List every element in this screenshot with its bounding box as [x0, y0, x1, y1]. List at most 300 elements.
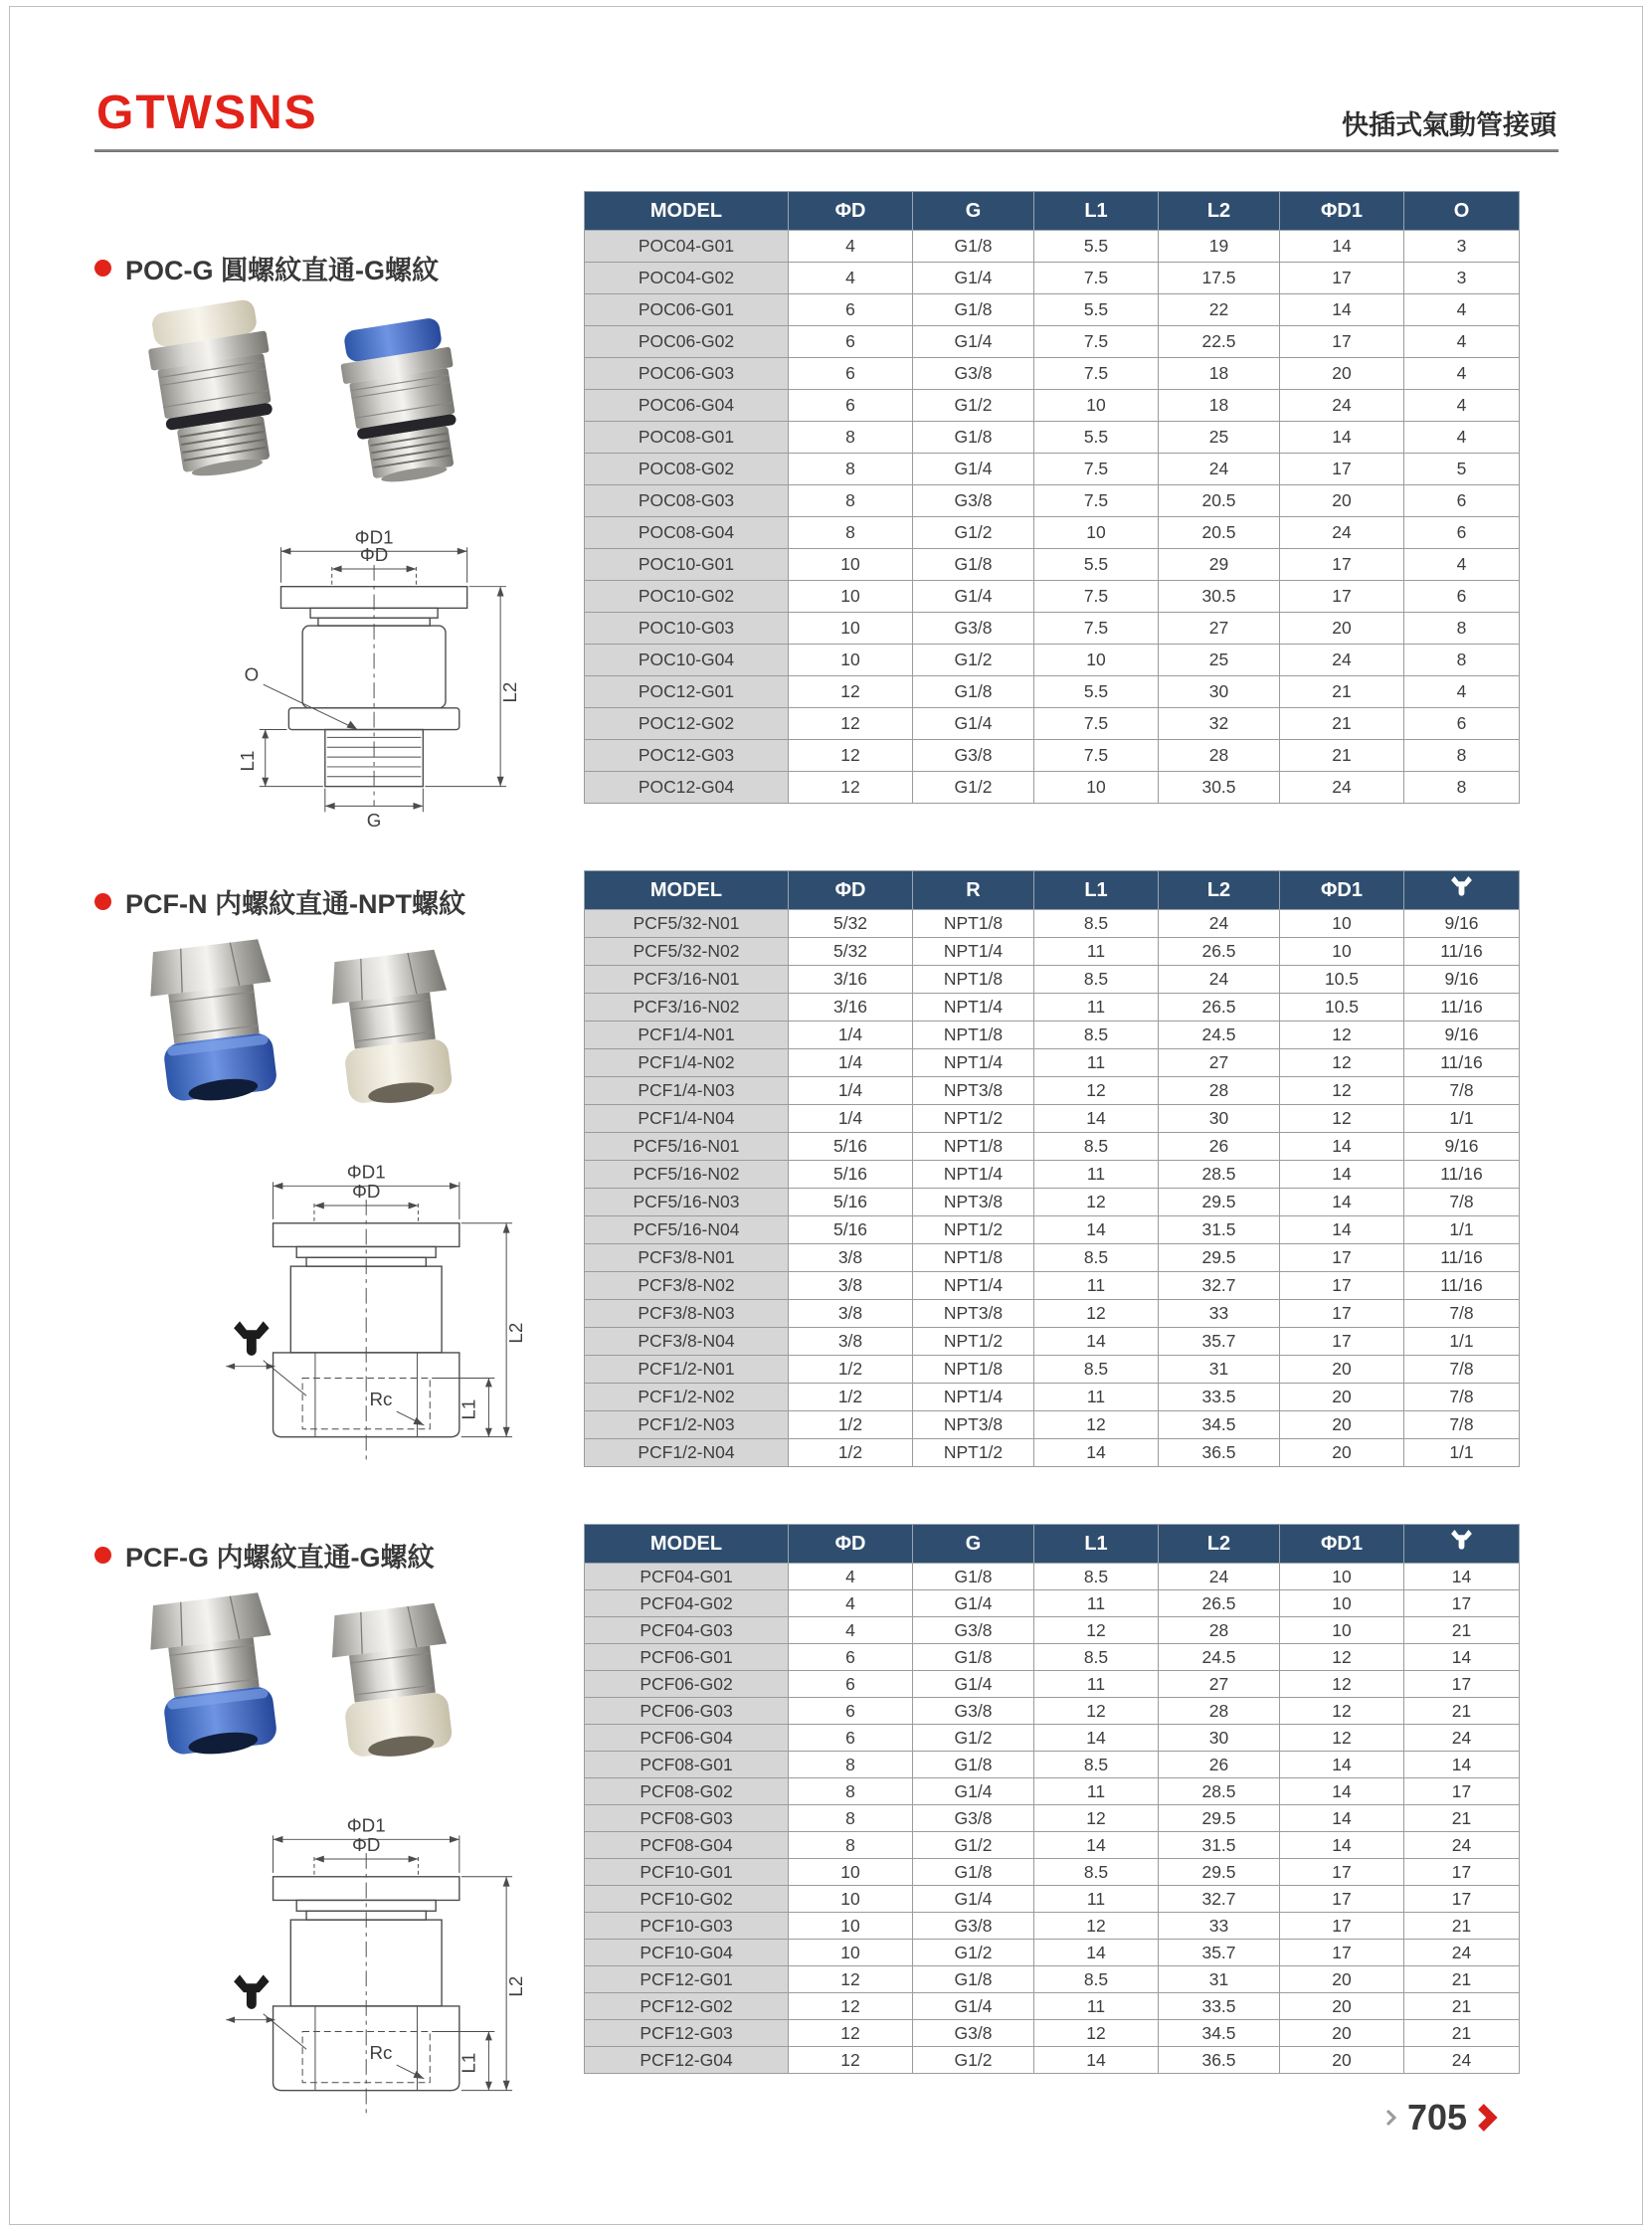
cell-value: 32	[1159, 708, 1280, 740]
cell-value: 8	[1404, 772, 1520, 804]
cell-value: NPT1/8	[913, 910, 1034, 938]
cell-value: G1/2	[913, 1940, 1034, 1966]
cell-value: 12	[1280, 1105, 1404, 1133]
cell-value: 12	[1034, 1189, 1159, 1216]
cell-value: 5/16	[789, 1216, 913, 1244]
cell-value: G1/2	[913, 2047, 1034, 2074]
cell-value: 14	[1404, 1564, 1520, 1590]
cell-value: 6	[789, 1671, 913, 1698]
section-right-column	[584, 1524, 1519, 2074]
cell-value: 20	[1280, 1411, 1404, 1439]
cell-value: 21	[1404, 1993, 1520, 2020]
dim-label: ΦD1	[354, 526, 394, 548]
cell-value: 10	[789, 1859, 913, 1886]
table-row	[585, 1913, 1520, 1940]
dim-label: L2	[498, 681, 520, 703]
cell-value: 8.5	[1034, 1644, 1159, 1671]
cell-value: 11	[1034, 1161, 1159, 1189]
table-row	[585, 1590, 1520, 1617]
cell-value: 20	[1280, 1439, 1404, 1467]
cell-value: 12	[1034, 1805, 1159, 1832]
cell-value: 14	[1280, 1752, 1404, 1778]
cell-value: G1/4	[913, 1778, 1034, 1805]
cell-value: G1/8	[913, 676, 1034, 708]
cell-value: 6	[789, 1698, 913, 1725]
cell-value: 8.5	[1034, 910, 1159, 938]
cell-model: PCF1/4-N02	[585, 1049, 789, 1077]
cell-value: 11	[1034, 994, 1159, 1022]
table-row	[585, 517, 1520, 549]
cell-value: 11	[1034, 1049, 1159, 1077]
cell-value: 24	[1280, 772, 1404, 804]
column-header: L2	[1159, 871, 1280, 910]
wrench-icon	[234, 1974, 269, 2009]
cell-value: 7.5	[1034, 740, 1159, 772]
table-row	[585, 1384, 1520, 1411]
cell-value: 8.5	[1034, 1859, 1159, 1886]
cell-value: 27	[1159, 1049, 1280, 1077]
dimension-diagram-pcf-n	[210, 1139, 548, 1482]
cell-value: 7/8	[1404, 1189, 1520, 1216]
cell-value: 32.7	[1159, 1272, 1280, 1300]
cell-value: 8.5	[1034, 1752, 1159, 1778]
cell-value: G1/8	[913, 422, 1034, 454]
cell-value: G3/8	[913, 1617, 1034, 1644]
table-row	[585, 1778, 1520, 1805]
red-bullet-icon	[94, 260, 111, 277]
cell-value: 12	[789, 740, 913, 772]
cell-value: G3/8	[913, 358, 1034, 390]
cell-value: 9/16	[1404, 910, 1520, 938]
cell-value: 12	[1280, 1698, 1404, 1725]
section-title-text: POC-G 圓螺紋直通-G螺紋	[125, 256, 439, 285]
cell-value: G1/4	[913, 1886, 1034, 1913]
cell-value: 21	[1404, 1698, 1520, 1725]
table-row	[585, 1161, 1520, 1189]
cell-value: 11	[1034, 1886, 1159, 1913]
dim-label: L1	[458, 2052, 479, 2074]
cell-model: PCF12-G03	[585, 2020, 789, 2047]
cell-value: 33.5	[1159, 1993, 1280, 2020]
column-header: R	[913, 871, 1034, 910]
cell-model: POC08-G02	[585, 454, 789, 485]
cell-model: PCF5/16-N02	[585, 1161, 789, 1189]
cell-value: 10	[789, 549, 913, 581]
cell-value: 30	[1159, 1725, 1280, 1752]
table-row	[585, 422, 1520, 454]
cell-value: 10	[1034, 517, 1159, 549]
cell-value: 24	[1404, 1940, 1520, 1966]
cell-model: PCF1/4-N01	[585, 1022, 789, 1049]
cell-value: 1/4	[789, 1077, 913, 1105]
cell-value: 31	[1159, 1966, 1280, 1993]
cell-value: 4	[789, 231, 913, 263]
cell-value: 14	[1280, 1778, 1404, 1805]
cell-model: POC12-G03	[585, 740, 789, 772]
cell-value: 7/8	[1404, 1077, 1520, 1105]
cell-model: POC08-G03	[585, 485, 789, 517]
cell-value: 28	[1159, 1698, 1280, 1725]
cell-value: 20	[1280, 1966, 1404, 1993]
cell-value: 12	[789, 2020, 913, 2047]
cell-value: 12	[1280, 1671, 1404, 1698]
cell-value: 20	[1280, 1993, 1404, 2020]
cell-value: 7.5	[1034, 708, 1159, 740]
cell-value: NPT1/2	[913, 1439, 1034, 1467]
cell-value: 11/16	[1404, 938, 1520, 966]
cell-value: 8	[789, 1778, 913, 1805]
table-row	[585, 1272, 1520, 1300]
cell-value: 29.5	[1159, 1244, 1280, 1272]
cell-value: 20	[1280, 358, 1404, 390]
cell-model: POC12-G01	[585, 676, 789, 708]
cell-value: 17	[1280, 1886, 1404, 1913]
cell-value: 17	[1280, 581, 1404, 613]
cell-value: NPT1/4	[913, 1272, 1034, 1300]
cell-value: 24	[1404, 1725, 1520, 1752]
cell-value: 10	[1280, 1564, 1404, 1590]
cell-value: 3/8	[789, 1328, 913, 1356]
cell-value: 14	[1280, 294, 1404, 326]
cell-value: 33.5	[1159, 1384, 1280, 1411]
cell-value: 30.5	[1159, 581, 1280, 613]
red-bullet-icon	[94, 1547, 111, 1564]
cell-value: 29.5	[1159, 1189, 1280, 1216]
cell-value: 34.5	[1159, 1411, 1280, 1439]
cell-model: POC06-G03	[585, 358, 789, 390]
cell-model: POC10-G02	[585, 581, 789, 613]
cell-value: 12	[1280, 1049, 1404, 1077]
cell-value: 17	[1280, 1244, 1404, 1272]
cell-model: POC06-G04	[585, 390, 789, 422]
cell-value: 10	[1034, 645, 1159, 676]
table-row	[585, 676, 1520, 708]
cell-value: 27	[1159, 613, 1280, 645]
dim-label: G	[366, 810, 382, 829]
table-row	[585, 1671, 1520, 1698]
table-row	[585, 1049, 1520, 1077]
cell-value: 6	[1404, 485, 1520, 517]
column-header: O	[1404, 192, 1520, 231]
column-header: ΦD	[789, 192, 913, 231]
cell-value: 24	[1159, 966, 1280, 994]
cell-value: G3/8	[913, 1913, 1034, 1940]
cell-value: 1/4	[789, 1049, 913, 1077]
cell-value: 3	[1404, 231, 1520, 263]
cell-value: 31.5	[1159, 1832, 1280, 1859]
cell-value: 26.5	[1159, 938, 1280, 966]
cell-value: 5.5	[1034, 549, 1159, 581]
cell-value: 10	[1280, 1590, 1404, 1617]
cell-value: 12	[789, 1966, 913, 1993]
table-row	[585, 1133, 1520, 1161]
table-row	[585, 2047, 1520, 2074]
cell-value: 8.5	[1034, 1022, 1159, 1049]
cell-model: PCF04-G01	[585, 1564, 789, 1590]
table-row	[585, 1617, 1520, 1644]
cell-value: 7.5	[1034, 485, 1159, 517]
cell-value: 28	[1159, 1077, 1280, 1105]
cell-model: PCF06-G03	[585, 1698, 789, 1725]
cell-value: 6	[789, 1725, 913, 1752]
cell-value: 10.5	[1280, 994, 1404, 1022]
cell-model: PCF10-G02	[585, 1886, 789, 1913]
product-photo-pcf-g	[100, 1584, 498, 1788]
cell-value: 4	[789, 263, 913, 294]
cell-value: 17	[1280, 326, 1404, 358]
cell-value: 5.5	[1034, 676, 1159, 708]
dim-label: L1	[458, 1398, 479, 1420]
red-bullet-icon	[94, 893, 111, 910]
cell-value: 11/16	[1404, 1049, 1520, 1077]
cell-value: 10	[1280, 1617, 1404, 1644]
cell-value: 14	[1280, 422, 1404, 454]
cell-model: POC06-G01	[585, 294, 789, 326]
cell-value: 17	[1280, 263, 1404, 294]
page-header	[94, 0, 1559, 155]
table-row	[585, 1439, 1520, 1467]
cell-model: PCF5/32-N02	[585, 938, 789, 966]
wrench-icon	[1451, 876, 1472, 898]
cell-value: 17	[1280, 1940, 1404, 1966]
cell-model: PCF10-G04	[585, 1940, 789, 1966]
cell-value: NPT1/8	[913, 1244, 1034, 1272]
cell-value: G3/8	[913, 485, 1034, 517]
cell-value: 8	[789, 1752, 913, 1778]
cell-value: NPT1/4	[913, 1161, 1034, 1189]
cell-model: PCF04-G02	[585, 1590, 789, 1617]
product-photo-pcf-n	[100, 931, 498, 1135]
cell-value: 10	[789, 1886, 913, 1913]
cell-value: 10	[789, 1913, 913, 1940]
cell-value: G1/4	[913, 581, 1034, 613]
cell-value: 3/16	[789, 994, 913, 1022]
cell-value: 7.5	[1034, 454, 1159, 485]
cell-model: PCF1/2-N03	[585, 1411, 789, 1439]
cell-value: 9/16	[1404, 1022, 1520, 1049]
cell-value: 12	[1034, 1300, 1159, 1328]
cell-value: 19	[1159, 231, 1280, 263]
table-row	[585, 1328, 1520, 1356]
cell-value: 4	[1404, 326, 1520, 358]
cell-value: 11	[1034, 1384, 1159, 1411]
cell-value: G1/8	[913, 1644, 1034, 1671]
table-row	[585, 1805, 1520, 1832]
cell-value: 21	[1404, 2020, 1520, 2047]
dim-label: Rc	[369, 2042, 393, 2064]
column-header: ΦD1	[1280, 1525, 1404, 1564]
cell-value: 25	[1159, 422, 1280, 454]
cell-value: 20	[1280, 2020, 1404, 2047]
cell-model: POC04-G01	[585, 231, 789, 263]
cell-model: PCF5/16-N01	[585, 1133, 789, 1161]
cell-value: 5/16	[789, 1161, 913, 1189]
cell-model: PCF5/32-N01	[585, 910, 789, 938]
section-left-column	[94, 191, 584, 829]
cell-model: PCF1/4-N03	[585, 1077, 789, 1105]
table-row	[585, 1725, 1520, 1752]
table-row	[585, 1077, 1520, 1105]
cell-value: 12	[1280, 1725, 1404, 1752]
cell-value: 1/2	[789, 1356, 913, 1384]
cell-value: NPT1/8	[913, 1133, 1034, 1161]
cell-value: 28	[1159, 1617, 1280, 1644]
cell-model: PCF12-G02	[585, 1993, 789, 2020]
table-row	[585, 1940, 1520, 1966]
table-row	[585, 390, 1520, 422]
cell-value: NPT3/8	[913, 1411, 1034, 1439]
table-row	[585, 454, 1520, 485]
table-row	[585, 1859, 1520, 1886]
cell-value: G1/8	[913, 549, 1034, 581]
column-header: ΦD	[789, 871, 913, 910]
cell-value: G1/8	[913, 231, 1034, 263]
table-row	[585, 772, 1520, 804]
cell-value: 21	[1404, 1913, 1520, 1940]
section-pcf-n	[94, 870, 1559, 1482]
cell-value: 4	[1404, 676, 1520, 708]
column-header: L1	[1034, 871, 1159, 910]
cell-value: NPT1/8	[913, 1022, 1034, 1049]
cell-value: 17	[1404, 1590, 1520, 1617]
cell-value: 30.5	[1159, 772, 1280, 804]
cell-value: 8	[789, 1805, 913, 1832]
cell-value: 1/2	[789, 1384, 913, 1411]
cell-value: G3/8	[913, 740, 1034, 772]
table-row	[585, 910, 1520, 938]
cell-value: 11/16	[1404, 1272, 1520, 1300]
table-row	[585, 326, 1520, 358]
cell-value: 14	[1034, 1832, 1159, 1859]
column-header: G	[913, 1525, 1034, 1564]
cell-value: 28.5	[1159, 1161, 1280, 1189]
cell-value: 7/8	[1404, 1356, 1520, 1384]
table-row	[585, 231, 1520, 263]
cell-model: PCF3/16-N01	[585, 966, 789, 994]
cell-model: PCF08-G03	[585, 1805, 789, 1832]
cell-value: 7.5	[1034, 263, 1159, 294]
cell-value: 10	[1280, 938, 1404, 966]
table-row	[585, 1022, 1520, 1049]
cell-value: 7/8	[1404, 1300, 1520, 1328]
section-pcf-g	[94, 1524, 1559, 2136]
table-row	[585, 358, 1520, 390]
section-title	[94, 1524, 584, 1575]
cell-value: 17	[1280, 1859, 1404, 1886]
table-row	[585, 740, 1520, 772]
cell-value: 33	[1159, 1300, 1280, 1328]
cell-value: 1/2	[789, 1439, 913, 1467]
cell-value: 14	[1034, 1105, 1159, 1133]
cell-model: POC08-G01	[585, 422, 789, 454]
cell-value: 17	[1404, 1671, 1520, 1698]
cell-value: 12	[789, 2047, 913, 2074]
cell-value: 5/16	[789, 1133, 913, 1161]
column-header: L1	[1034, 1525, 1159, 1564]
cell-value: 8.5	[1034, 1966, 1159, 1993]
page-category-title: 快插式氣動管接頭	[1342, 110, 1557, 140]
cell-value: 3/8	[789, 1244, 913, 1272]
cell-value: 18	[1159, 358, 1280, 390]
cell-value: 8	[789, 454, 913, 485]
cell-model: POC10-G01	[585, 549, 789, 581]
table-row	[585, 1644, 1520, 1671]
table-row	[585, 1105, 1520, 1133]
cell-value: 11	[1034, 1590, 1159, 1617]
table-row	[585, 1300, 1520, 1328]
wrench-column-header	[1404, 1525, 1520, 1564]
cell-value: 4	[789, 1564, 913, 1590]
cell-value: 28.5	[1159, 1778, 1280, 1805]
cell-value: 20.5	[1159, 485, 1280, 517]
section-right-column	[584, 191, 1519, 804]
cell-value: 17	[1280, 454, 1404, 485]
column-header: MODEL	[585, 1525, 789, 1564]
cell-value: 20	[1280, 1384, 1404, 1411]
cell-value: 12	[789, 708, 913, 740]
cell-value: 14	[1280, 1832, 1404, 1859]
cell-value: 17	[1280, 1328, 1404, 1356]
cell-model: POC08-G04	[585, 517, 789, 549]
cell-value: G1/4	[913, 1590, 1034, 1617]
cell-value: 1/4	[789, 1105, 913, 1133]
cell-value: 29.5	[1159, 1805, 1280, 1832]
cell-value: 11/16	[1404, 1161, 1520, 1189]
cell-value: 3/8	[789, 1272, 913, 1300]
cell-value: 11/16	[1404, 994, 1520, 1022]
wrench-column-header	[1404, 871, 1520, 910]
cell-value: 12	[1034, 1077, 1159, 1105]
table-row	[585, 1698, 1520, 1725]
section-right-column	[584, 870, 1519, 1467]
cell-value: 10	[789, 1940, 913, 1966]
cell-value: 17	[1404, 1778, 1520, 1805]
cell-value: 4	[1404, 294, 1520, 326]
cell-value: 6	[789, 294, 913, 326]
cell-value: G1/2	[913, 645, 1034, 676]
cell-value: 9/16	[1404, 1133, 1520, 1161]
cell-value: 36.5	[1159, 2047, 1280, 2074]
cell-value: 8.5	[1034, 1133, 1159, 1161]
cell-model: POC10-G03	[585, 613, 789, 645]
cell-value: 24	[1159, 454, 1280, 485]
cell-model: PCF3/8-N04	[585, 1328, 789, 1356]
cell-value: NPT3/8	[913, 1189, 1034, 1216]
cell-value: G1/4	[913, 326, 1034, 358]
cell-value: 21	[1280, 708, 1404, 740]
header-rule	[94, 149, 1559, 152]
page-number	[1384, 2097, 1498, 2138]
brand-logo: GTWSNS	[96, 87, 318, 139]
cell-value: 1/1	[1404, 1105, 1520, 1133]
table-row	[585, 1993, 1520, 2020]
cell-value: 11	[1034, 1272, 1159, 1300]
cell-value: NPT1/8	[913, 1356, 1034, 1384]
cell-model: PCF1/2-N01	[585, 1356, 789, 1384]
cell-value: 4	[789, 1590, 913, 1617]
dimension-diagram-pcf-g	[210, 1792, 548, 2136]
cell-value: 6	[789, 1644, 913, 1671]
column-header: MODEL	[585, 871, 789, 910]
dim-label: ΦD	[351, 1834, 381, 1856]
cell-value: NPT1/4	[913, 994, 1034, 1022]
cell-value: 14	[1404, 1752, 1520, 1778]
cell-value: 4	[789, 1617, 913, 1644]
cell-value: 12	[1034, 1617, 1159, 1644]
cell-value: 8.5	[1034, 966, 1159, 994]
cell-value: 14	[1034, 2047, 1159, 2074]
cell-value: 10	[1034, 390, 1159, 422]
